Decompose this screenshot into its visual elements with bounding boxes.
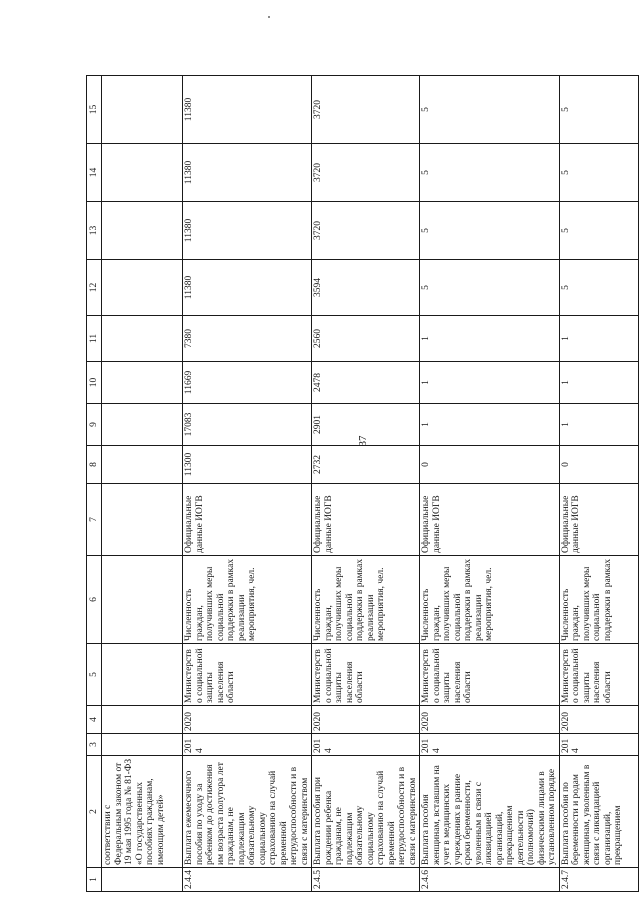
value-cell: 5	[420, 144, 560, 202]
column-number: 8	[87, 446, 102, 484]
value-cell: 5	[420, 260, 560, 316]
table-cell	[102, 484, 183, 556]
value-cell: 11380	[183, 76, 312, 144]
indicator: Численность граждан, получивших меры социальной поддержки в рамках	[559, 556, 638, 644]
column-number: 5	[87, 644, 102, 706]
value-cell: 0	[559, 446, 638, 484]
column-number: 12	[87, 260, 102, 316]
row-index: 2.4.4	[183, 868, 312, 892]
value-cell: 3720	[312, 144, 420, 202]
table-row	[420, 76, 560, 892]
table-cell	[102, 734, 183, 756]
executor: Министерство социальной защиты населения области	[312, 644, 420, 706]
start-year: 2014	[312, 734, 420, 756]
column-number: 11	[87, 316, 102, 362]
table-cell	[102, 404, 183, 446]
start-year: 2014	[559, 734, 638, 756]
value-cell: 3594	[312, 260, 420, 316]
indicator: Численность граждан, получивших меры социальной поддержки в рамках реализации мероприятия, чел.	[312, 556, 420, 644]
table-cell	[102, 868, 183, 892]
column-number: 2	[87, 756, 102, 868]
column-number-row	[87, 76, 102, 892]
value-cell: 2732	[312, 446, 420, 484]
column-number: 7	[87, 484, 102, 556]
document-page	[86, 76, 623, 892]
column-number: 1	[87, 868, 102, 892]
value-cell: 11669	[183, 362, 312, 404]
column-number: 13	[87, 202, 102, 260]
value-cell: 11380	[183, 260, 312, 316]
start-year: 2014	[183, 734, 312, 756]
value-cell: 1	[559, 316, 638, 362]
data-source: Официальные данные ИОГВ	[183, 484, 312, 556]
value-cell: 3720	[312, 76, 420, 144]
value-cell: 17083	[183, 404, 312, 446]
value-cell: 5	[420, 202, 560, 260]
value-cell: 1	[420, 362, 560, 404]
value-cell: 0	[420, 446, 560, 484]
table-cell	[102, 316, 183, 362]
table-cell	[102, 644, 183, 706]
value-cell: 5	[559, 76, 638, 144]
table-cell	[102, 446, 183, 484]
measure-description: Выплата пособия при рождении ребенка гражданам, не подлежащим обязательному социальному страхованию на случай временной нетрудоспособности и в связи с материнством	[312, 756, 420, 868]
column-number: 6	[87, 556, 102, 644]
executor: Министерство социальной защиты населения области	[420, 644, 560, 706]
column-number: 3	[87, 734, 102, 756]
value-cell: 2560	[312, 316, 420, 362]
start-year: 2014	[420, 734, 560, 756]
end-year: 2020	[559, 706, 638, 734]
table-cell	[102, 362, 183, 404]
row-index: 2.4.5	[312, 868, 420, 892]
table-row	[559, 76, 638, 892]
value-cell: 1	[559, 404, 638, 446]
table-cell	[102, 706, 183, 734]
row-index: 2.4.6	[420, 868, 560, 892]
program-measures-table	[86, 75, 639, 892]
executor: Министерство социальной защиты населения области	[559, 644, 638, 706]
column-number: 9	[87, 404, 102, 446]
end-year: 2020	[312, 706, 420, 734]
end-year: 2020	[420, 706, 560, 734]
measure-description: Выплата пособия женщинам, вставшим на учет в медицинских учреждениях в ранние сроки беременности, уволенным в связи с ликвидацией организаций, прекращением деятельности (полномочий) физическими лицами в установленном порядке	[420, 756, 560, 868]
value-cell: 2901	[312, 404, 420, 446]
table-row	[312, 76, 420, 892]
indicator: Численность граждан, получивших меры социальной поддержки в рамках реализации мероприятия, чел.	[183, 556, 312, 644]
value-cell: 11380	[183, 144, 312, 202]
table-cell-description: соответствии с Федеральным законом от 19 мая 1995 года № 81-ФЗ «О государственных пособиях гражданам, имеющим детей»	[102, 756, 183, 868]
value-cell: 5	[559, 202, 638, 260]
table-cell	[102, 202, 183, 260]
page-number: 37	[357, 435, 369, 447]
table-cell	[102, 260, 183, 316]
value-cell: 5	[559, 260, 638, 316]
value-cell: 1	[420, 316, 560, 362]
table-cell	[102, 76, 183, 144]
row-index: 2.4.7	[559, 868, 638, 892]
table-cell	[102, 144, 183, 202]
value-cell: 7380	[183, 316, 312, 362]
data-source: Официальные данные ИОГВ	[559, 484, 638, 556]
column-number: 15	[87, 76, 102, 144]
column-number: 14	[87, 144, 102, 202]
value-cell: 1	[559, 362, 638, 404]
scan-speck	[268, 16, 270, 18]
executor: Министерство социальной защиты населения области	[183, 644, 312, 706]
value-cell: 11380	[183, 202, 312, 260]
column-number: 4	[87, 706, 102, 734]
table-cell	[102, 556, 183, 644]
value-cell: 1	[420, 404, 560, 446]
data-source: Официальные данные ИОГВ	[420, 484, 560, 556]
value-cell: 2478	[312, 362, 420, 404]
value-cell: 11300	[183, 446, 312, 484]
data-source: Официальные данные ИОГВ	[312, 484, 420, 556]
table-row	[183, 76, 312, 892]
table-row-continuation	[102, 76, 183, 892]
value-cell: 5	[559, 144, 638, 202]
measure-description: Выплата ежемесячного пособия по уходу за ребенком до достижения им возраста полутора лет гражданам, не подлежащим обязательному социальному страхованию на случай временной нетрудоспособности и в связи с материнством	[183, 756, 312, 868]
rotated-table-container	[86, 76, 623, 892]
value-cell: 5	[420, 76, 560, 144]
measure-description: Выплата пособия по беременности и родам женщинам, уволенным в связи с ликвидацией организаций, прекращением	[559, 756, 638, 868]
end-year: 2020	[183, 706, 312, 734]
value-cell: 3720	[312, 202, 420, 260]
indicator: Численность граждан, получивших меры социальной поддержки в рамках реализации мероприятия, чел.	[420, 556, 560, 644]
column-number: 10	[87, 362, 102, 404]
